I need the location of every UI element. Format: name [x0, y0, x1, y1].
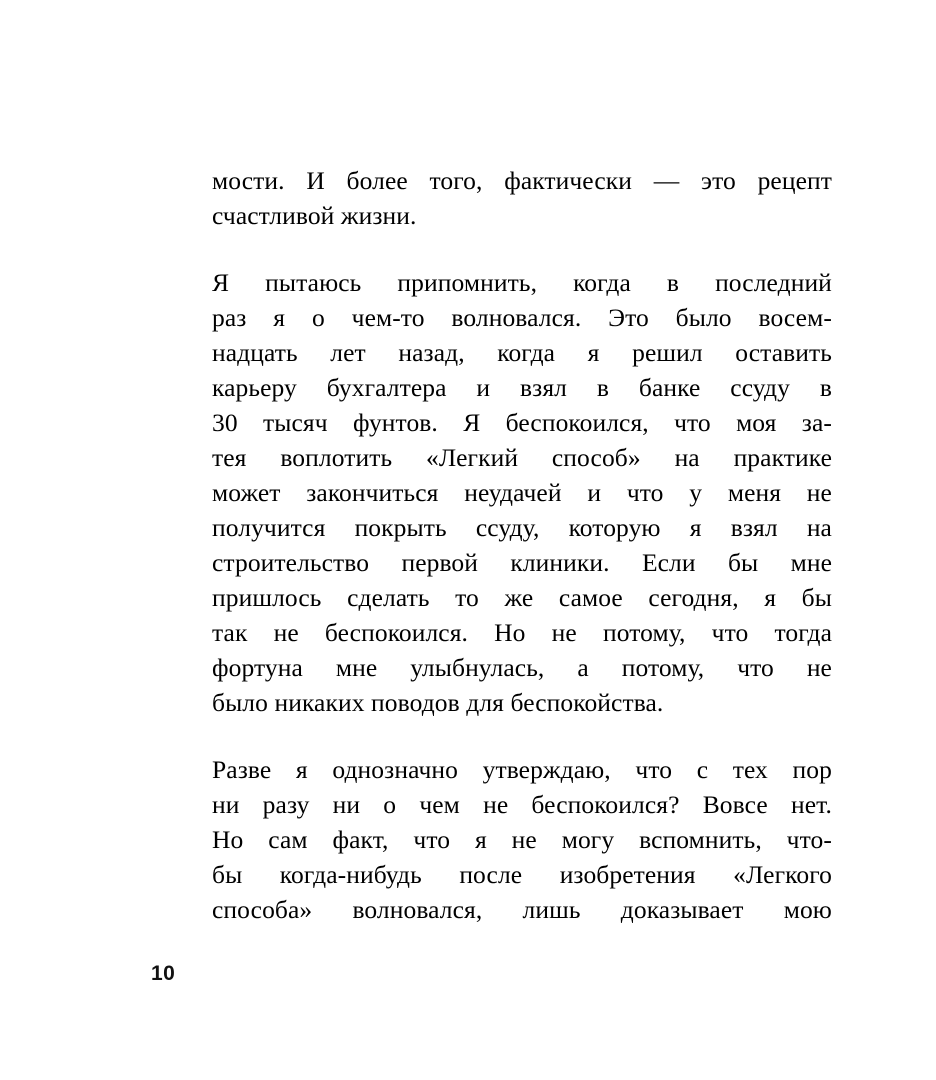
text-line: так не беспокоился. Но не потому, что тогда	[212, 618, 832, 647]
text-line: тея воплотить «Легкий способ» на практике	[212, 443, 832, 472]
text-line: пришлось сделать то же самое сегодня, я бы	[212, 583, 832, 612]
text-line: бы когда-нибудь после изобретения «Легкого	[212, 860, 832, 889]
text-line: может закончиться неудачей и что у меня не	[212, 478, 832, 507]
paragraph	[212, 163, 832, 233]
paragraph	[212, 265, 832, 720]
text-line: надцать лет назад, когда я решил оставить	[212, 338, 832, 367]
page-text-block	[212, 163, 832, 927]
text-line: получится покрыть ссуду, которую я взял на	[212, 513, 832, 542]
text-line: Но сам факт, что я не могу вспомнить, что-	[212, 825, 832, 854]
text-line: 30 тысяч фунтов. Я беспокоился, что моя за-	[212, 408, 832, 437]
text-line: счастливой жизни.	[212, 201, 417, 230]
text-line: раз я о чем-то волновался. Это было восем-	[212, 303, 832, 332]
paragraph	[212, 752, 832, 927]
text-line: способа» волновался, лишь доказывает мою	[212, 895, 832, 924]
text-line: было никаких поводов для беспокойства.	[212, 688, 664, 717]
text-line: карьеру бухгалтера и взял в банке ссуду в	[212, 373, 832, 402]
text-line: ни разу ни о чем не беспокоился? Вовсе нет.	[212, 790, 832, 819]
page-number: 10	[151, 962, 176, 985]
text-line: Я пытаюсь припомнить, когда в последний	[212, 268, 832, 297]
text-line: мости. И более того, фактически — это рецепт	[212, 166, 832, 195]
text-line: фортуна мне улыбнулась, а потому, что не	[212, 653, 832, 682]
text-line: Разве я однозначно утверждаю, что с тех пор	[212, 755, 832, 784]
text-line: строительство первой клиники. Если бы мне	[212, 548, 832, 577]
